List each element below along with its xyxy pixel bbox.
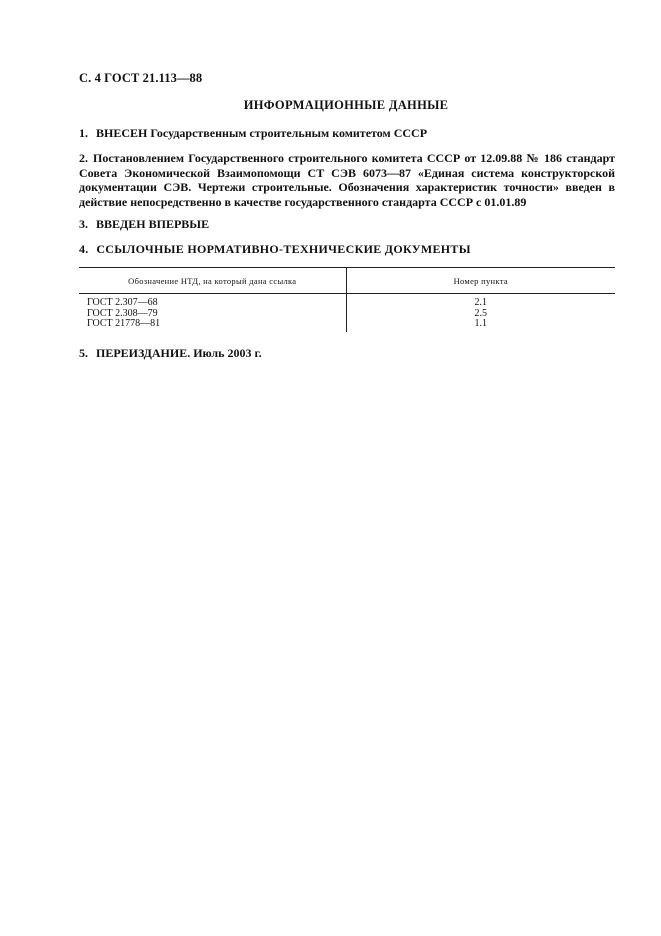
table-row (79, 319, 615, 332)
item-text: ССЫЛОЧНЫЕ НОРМАТИВНО-ТЕХНИЧЕСКИЕ ДОКУМЕНТЫ (96, 242, 471, 256)
info-item-3 (79, 217, 615, 232)
info-item-2 (79, 151, 615, 209)
item-number: 5. (79, 346, 88, 360)
clause-cell: 2.1 (474, 297, 487, 308)
item-number: 1. (79, 126, 88, 140)
reference-documents-table (79, 267, 615, 332)
table-header-row (79, 268, 615, 294)
info-item-5 (79, 346, 615, 361)
item-number: 4. (79, 242, 89, 256)
info-item-1 (79, 126, 615, 141)
page-header: С. 4 ГОСТ 21.113—88 (79, 71, 203, 85)
item-text: ВВЕДЕН ВПЕРВЫЕ (96, 217, 210, 231)
item-number: 2. (79, 151, 88, 165)
section-title: ИНФОРМАЦИОННЫЕ ДАННЫЕ (243, 98, 449, 112)
clause-cell: 1.1 (474, 318, 487, 329)
document-cell: ГОСТ 2.308—79 (79, 309, 346, 320)
document-cell: ГОСТ 2.307—68 (79, 294, 346, 309)
column-header-clause: Номер пункта (346, 268, 615, 294)
clause-cell: 2.5 (474, 307, 487, 319)
table-row (79, 294, 615, 309)
info-item-4 (79, 242, 615, 257)
column-header-document: Обозначение НТД, на который дана ссылка (79, 268, 346, 294)
item-text: ВНЕСЕН Государственным строительным комитетом СССР (96, 126, 428, 140)
document-cell: ГОСТ 21778—81 (79, 319, 346, 332)
item-text: ПЕРЕИЗДАНИЕ. Июль 2003 г. (96, 346, 262, 360)
item-number: 3. (79, 217, 88, 231)
item-text: Постановлением Государственного строительного комитета СССР от 12.09.88 № 186 стандарт Совета Экономической Взаимопомощи СТ СЭВ 6073—87 «Единая система конструкторской документации СЭВ. Чертежи строительные. Обозначения характеристик точности» введен в действие непосредственно в качестве государственного стандарта СССР с 01.01.89 (79, 151, 615, 209)
